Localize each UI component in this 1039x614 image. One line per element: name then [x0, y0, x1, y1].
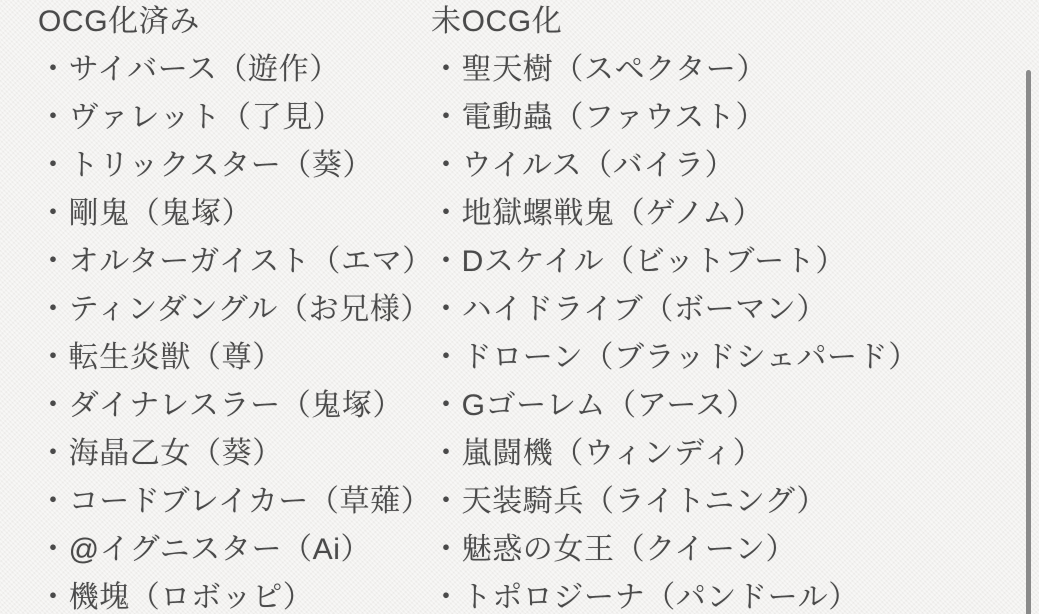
list-item: ・オルターガイスト（エマ） — [38, 245, 433, 278]
list-item: ・@イグニスター（Ai） — [38, 533, 372, 566]
list-item: ・ドローン（ブラッドシェパード） — [431, 341, 919, 374]
list-item: ・ヴァレット（了見） — [38, 101, 344, 134]
list-item: ・トポロジーナ（パンドール） — [431, 581, 859, 614]
list-item: ・Dスケイル（ビットブート） — [431, 245, 846, 278]
list-item: ・Gゴーレム（アース） — [431, 389, 757, 422]
list-item: ・魅惑の女王（クイーン） — [431, 533, 797, 566]
list-item: ・聖天樹（スペクター） — [431, 53, 767, 86]
column-ocg-released — [38, 0, 433, 614]
list-item: ・機塊（ロボッピ） — [38, 581, 314, 614]
list-item: ・ハイドライブ（ボーマン） — [431, 293, 827, 326]
list-item: ・ダイナレスラー（鬼塚） — [38, 389, 404, 422]
column-header-not-yet-ocg: 未OCG化 — [431, 5, 563, 38]
scrollbar-thumb[interactable] — [1026, 70, 1031, 614]
list-item: ・ティンダングル（お兄様） — [38, 293, 431, 326]
list-item: ・転生炎獣（尊） — [38, 341, 283, 374]
list-item: ・トリックスター（葵） — [38, 149, 374, 182]
list-item: ・剛鬼（鬼塚） — [38, 197, 253, 230]
list-item: ・天装騎兵（ライトニング） — [431, 485, 827, 518]
list-item: ・サイバース（遊作） — [38, 53, 340, 86]
column-header-ocg-released: OCG化済み — [38, 5, 200, 38]
list-item: ・電動蟲（ファウスト） — [431, 101, 767, 134]
list-item: ・嵐闘機（ウィンディ） — [431, 437, 764, 470]
list-item: ・ウイルス（バイラ） — [431, 149, 736, 182]
list-item: ・海晶乙女（葵） — [38, 437, 283, 470]
list-item: ・地獄螺戦鬼（ゲノム） — [431, 197, 764, 230]
column-not-yet-ocg — [431, 0, 919, 614]
list-item: ・コードブレイカー（草薙） — [38, 485, 432, 518]
